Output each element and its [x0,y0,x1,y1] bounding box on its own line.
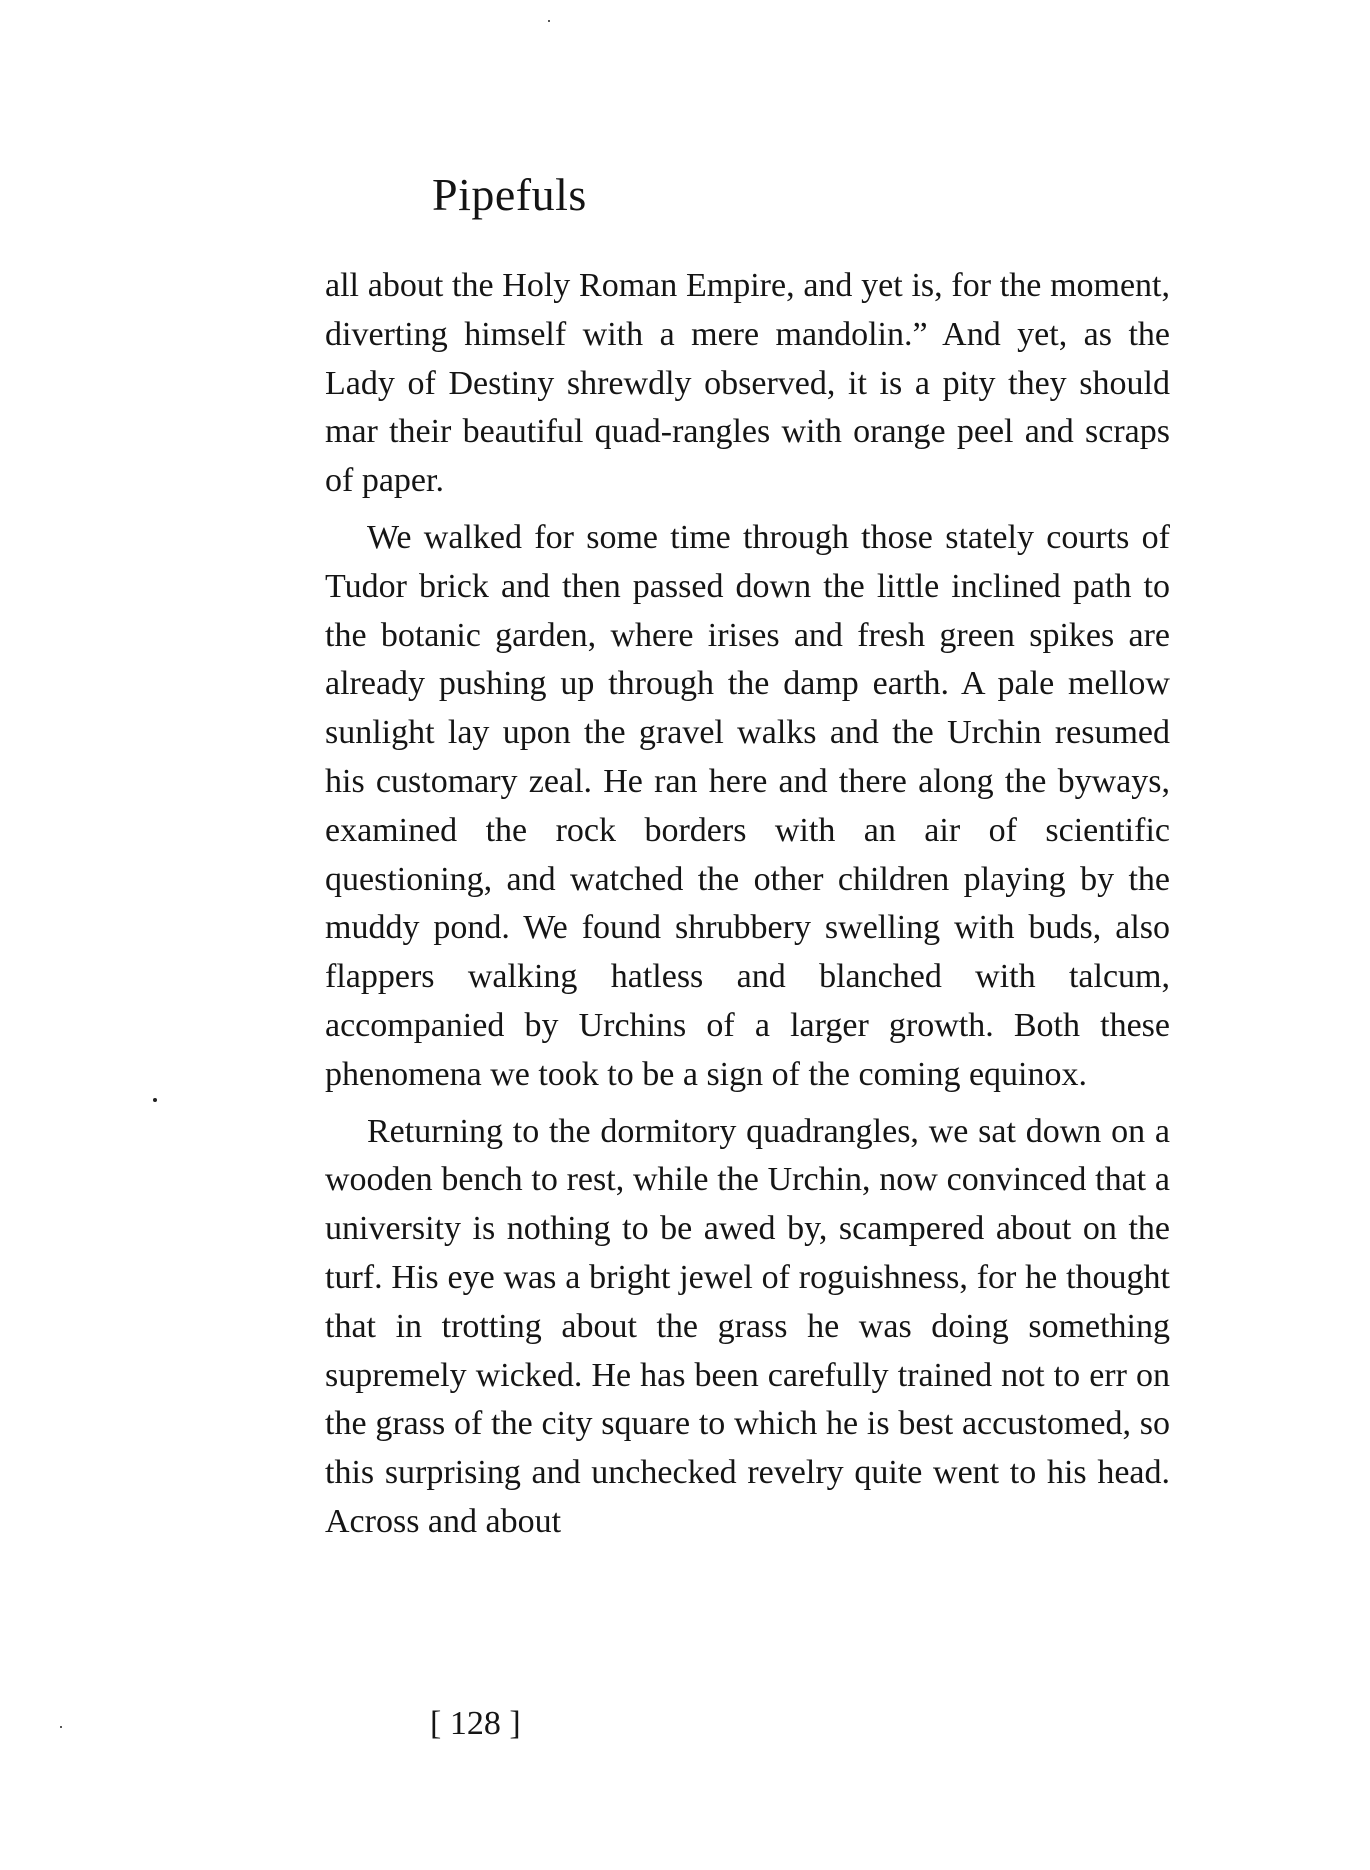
paragraph-continued: all about the Holy Roman Empire, and yet is, for the moment, diverting himself with a mere mandolin.” And yet, as the Lady of Destiny shrewdly observed, it is a pity they should mar their beautiful quad-rangles with orange peel and scraps of paper. [325,267,1170,500]
running-head: Pipefuls [432,169,587,220]
scan-speck-left [153,1098,157,1102]
paragraph-dormitory-quadrangles: Returning to the dormitory quadrangles, we sat down on a wooden bench to rest, while the Urchin, now convinced that a university is nothing to be awed by, scampered about on the turf. His eye was a bright jewel of roguishness, for he thought that in trotting about the grass he was doing something supremely wicked. He has been carefully trained not to err on the grass of the city square to which he is best accustomed, so this surprising and unchecked revelry quite went to his head. Across and about [325,1112,1170,1540]
scan-speck-bottom [60,1726,62,1728]
scan-speck-top [548,20,550,22]
page-number: [ 128 ] [430,1705,521,1742]
body-text [325,262,1170,1547]
paragraph-botanic-garden: We walked for some time through those stately courts of Tudor brick and then passed down the little inclined path to the botanic garden, where irises and fresh green spikes are already pushing up through the damp earth. A pale mellow sunlight lay upon the gravel walks and the Urchin resumed his customary zeal. He ran here and there along the byways, examined the rock borders with an air of scientific questioning, and watched the other children playing by the muddy pond. We found shrubbery swelling with buds, also flappers walking hatless and blanched with talcum, accompanied by Urchins of a larger growth. Both these phenomena we took to be a sign of the coming equinox. [325,518,1170,1093]
